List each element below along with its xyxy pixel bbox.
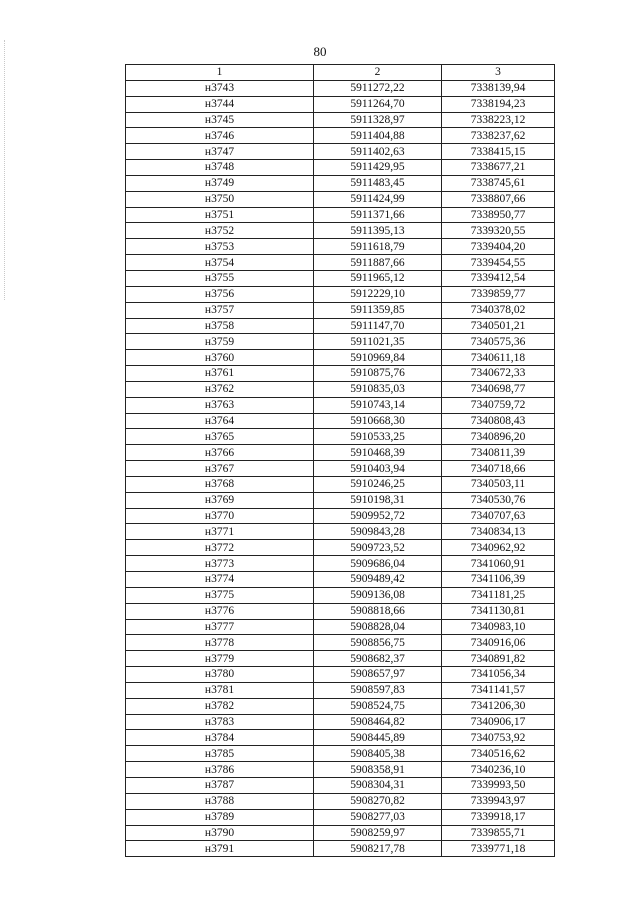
y-coordinate-cell: 7340718,66 <box>442 461 555 477</box>
y-coordinate-cell: 7340672,33 <box>442 366 555 382</box>
header-column-1: 1 <box>126 65 314 81</box>
y-coordinate-cell: 7339454,55 <box>442 255 555 271</box>
x-coordinate-cell: 5911429,95 <box>314 160 442 176</box>
point-name-cell: н3759 <box>126 334 314 350</box>
point-name-cell: н3774 <box>126 572 314 588</box>
y-coordinate-cell: 7338677,21 <box>442 160 555 176</box>
point-name-cell: н3763 <box>126 397 314 413</box>
x-coordinate-cell: 5910468,39 <box>314 445 442 461</box>
x-coordinate-cell: 5909686,04 <box>314 556 442 572</box>
x-coordinate-cell: 5911404,88 <box>314 128 442 144</box>
table-row <box>126 667 555 683</box>
table-row <box>126 841 555 857</box>
point-name-cell: н3762 <box>126 381 314 397</box>
table-row <box>126 572 555 588</box>
table-row <box>126 144 555 160</box>
table-row <box>126 191 555 207</box>
table-row <box>126 366 555 382</box>
x-coordinate-cell: 5908828,04 <box>314 619 442 635</box>
table-row <box>126 318 555 334</box>
point-name-cell: н3787 <box>126 777 314 793</box>
point-name-cell: н3749 <box>126 175 314 191</box>
point-name-cell: н3757 <box>126 302 314 318</box>
table-row <box>126 793 555 809</box>
y-coordinate-cell: 7341056,34 <box>442 667 555 683</box>
header-column-2: 2 <box>314 65 442 81</box>
x-coordinate-cell: 5909489,42 <box>314 572 442 588</box>
point-name-cell: н3773 <box>126 556 314 572</box>
y-coordinate-cell: 7338950,77 <box>442 207 555 223</box>
table-row <box>126 397 555 413</box>
x-coordinate-cell: 5908445,89 <box>314 730 442 746</box>
y-coordinate-cell: 7340916,06 <box>442 635 555 651</box>
y-coordinate-cell: 7338415,15 <box>442 144 555 160</box>
table-row <box>126 80 555 96</box>
y-coordinate-cell: 7340906,17 <box>442 714 555 730</box>
y-coordinate-cell: 7338139,94 <box>442 80 555 96</box>
table-row <box>126 413 555 429</box>
y-coordinate-cell: 7341206,30 <box>442 698 555 714</box>
header-row <box>126 65 555 81</box>
table-row <box>126 128 555 144</box>
x-coordinate-cell: 5911371,66 <box>314 207 442 223</box>
table-row <box>126 207 555 223</box>
x-coordinate-cell: 5908405,38 <box>314 746 442 762</box>
table-row <box>126 255 555 271</box>
point-name-cell: н3765 <box>126 429 314 445</box>
x-coordinate-cell: 5911887,66 <box>314 255 442 271</box>
x-coordinate-cell: 5911328,97 <box>314 112 442 128</box>
x-coordinate-cell: 5911424,99 <box>314 191 442 207</box>
x-coordinate-cell: 5908682,37 <box>314 651 442 667</box>
point-name-cell: н3750 <box>126 191 314 207</box>
x-coordinate-cell: 5910668,30 <box>314 413 442 429</box>
point-name-cell: н3748 <box>126 160 314 176</box>
y-coordinate-cell: 7340896,20 <box>442 429 555 445</box>
y-coordinate-cell: 7340575,36 <box>442 334 555 350</box>
table-row <box>126 429 555 445</box>
y-coordinate-cell: 7339771,18 <box>442 841 555 857</box>
point-name-cell: н3755 <box>126 270 314 286</box>
x-coordinate-cell: 5908856,75 <box>314 635 442 651</box>
y-coordinate-cell: 7340516,62 <box>442 746 555 762</box>
table-row <box>126 96 555 112</box>
table-row <box>126 698 555 714</box>
point-name-cell: н3788 <box>126 793 314 809</box>
y-coordinate-cell: 7340808,43 <box>442 413 555 429</box>
table-row <box>126 270 555 286</box>
point-name-cell: н3743 <box>126 80 314 96</box>
x-coordinate-cell: 5910875,76 <box>314 366 442 382</box>
x-coordinate-cell: 5911618,79 <box>314 239 442 255</box>
y-coordinate-cell: 7341141,57 <box>442 682 555 698</box>
point-name-cell: н3753 <box>126 239 314 255</box>
point-name-cell: н3754 <box>126 255 314 271</box>
table-row <box>126 730 555 746</box>
point-name-cell: н3760 <box>126 350 314 366</box>
x-coordinate-cell: 5910533,25 <box>314 429 442 445</box>
table-row <box>126 302 555 318</box>
y-coordinate-cell: 7340983,10 <box>442 619 555 635</box>
x-coordinate-cell: 5912229,10 <box>314 286 442 302</box>
x-coordinate-cell: 5908217,78 <box>314 841 442 857</box>
x-coordinate-cell: 5908524,75 <box>314 698 442 714</box>
x-coordinate-cell: 5910969,84 <box>314 350 442 366</box>
table-row <box>126 175 555 191</box>
point-name-cell: н3767 <box>126 461 314 477</box>
point-name-cell: н3745 <box>126 112 314 128</box>
point-name-cell: н3764 <box>126 413 314 429</box>
point-name-cell: н3791 <box>126 841 314 857</box>
x-coordinate-cell: 5908304,31 <box>314 777 442 793</box>
point-name-cell: н3752 <box>126 223 314 239</box>
y-coordinate-cell: 7340698,77 <box>442 381 555 397</box>
table-row <box>126 746 555 762</box>
point-name-cell: н3768 <box>126 476 314 492</box>
coordinates-table <box>125 64 555 857</box>
x-coordinate-cell: 5911395,13 <box>314 223 442 239</box>
x-coordinate-cell: 5908818,66 <box>314 603 442 619</box>
x-coordinate-cell: 5908597,83 <box>314 682 442 698</box>
x-coordinate-cell: 5911359,85 <box>314 302 442 318</box>
x-coordinate-cell: 5911147,70 <box>314 318 442 334</box>
x-coordinate-cell: 5911021,35 <box>314 334 442 350</box>
point-name-cell: н3778 <box>126 635 314 651</box>
point-name-cell: н3782 <box>126 698 314 714</box>
y-coordinate-cell: 7340753,92 <box>442 730 555 746</box>
point-name-cell: н3784 <box>126 730 314 746</box>
y-coordinate-cell: 7338194,23 <box>442 96 555 112</box>
point-name-cell: н3789 <box>126 809 314 825</box>
table-body <box>126 80 555 856</box>
y-coordinate-cell: 7340503,11 <box>442 476 555 492</box>
x-coordinate-cell: 5911965,12 <box>314 270 442 286</box>
x-coordinate-cell: 5908277,03 <box>314 809 442 825</box>
table-row <box>126 476 555 492</box>
x-coordinate-cell: 5908464,82 <box>314 714 442 730</box>
point-name-cell: н3779 <box>126 651 314 667</box>
y-coordinate-cell: 7340891,82 <box>442 651 555 667</box>
point-name-cell: н3761 <box>126 366 314 382</box>
x-coordinate-cell: 5908657,97 <box>314 667 442 683</box>
y-coordinate-cell: 7339859,77 <box>442 286 555 302</box>
y-coordinate-cell: 7340501,21 <box>442 318 555 334</box>
x-coordinate-cell: 5909136,08 <box>314 587 442 603</box>
table-row <box>126 492 555 508</box>
table-row <box>126 286 555 302</box>
y-coordinate-cell: 7341060,91 <box>442 556 555 572</box>
table-row <box>126 682 555 698</box>
table-row <box>126 635 555 651</box>
y-coordinate-cell: 7339918,17 <box>442 809 555 825</box>
y-coordinate-cell: 7341181,25 <box>442 587 555 603</box>
table-row <box>126 619 555 635</box>
y-coordinate-cell: 7340530,76 <box>442 492 555 508</box>
point-name-cell: н3770 <box>126 508 314 524</box>
x-coordinate-cell: 5909843,28 <box>314 524 442 540</box>
x-coordinate-cell: 5910198,31 <box>314 492 442 508</box>
point-name-cell: н3769 <box>126 492 314 508</box>
point-name-cell: н3775 <box>126 587 314 603</box>
point-name-cell: н3780 <box>126 667 314 683</box>
point-name-cell: н3785 <box>126 746 314 762</box>
point-name-cell: н3744 <box>126 96 314 112</box>
x-coordinate-cell: 5911402,63 <box>314 144 442 160</box>
header-column-3: 3 <box>442 65 555 81</box>
table-row <box>126 651 555 667</box>
x-coordinate-cell: 5908358,91 <box>314 762 442 778</box>
x-coordinate-cell: 5910835,03 <box>314 381 442 397</box>
point-name-cell: н3771 <box>126 524 314 540</box>
table-row <box>126 603 555 619</box>
point-name-cell: н3786 <box>126 762 314 778</box>
y-coordinate-cell: 7338745,61 <box>442 175 555 191</box>
y-coordinate-cell: 7340707,63 <box>442 508 555 524</box>
table-header <box>126 65 555 81</box>
x-coordinate-cell: 5908259,97 <box>314 825 442 841</box>
y-coordinate-cell: 7340236,10 <box>442 762 555 778</box>
x-coordinate-cell: 5909723,52 <box>314 540 442 556</box>
y-coordinate-cell: 7338807,66 <box>442 191 555 207</box>
table-row <box>126 809 555 825</box>
table-row <box>126 825 555 841</box>
page-number: 80 <box>313 44 327 59</box>
y-coordinate-cell: 7339855,71 <box>442 825 555 841</box>
point-name-cell: н3772 <box>126 540 314 556</box>
point-name-cell: н3746 <box>126 128 314 144</box>
table-row <box>126 223 555 239</box>
x-coordinate-cell: 5910743,14 <box>314 397 442 413</box>
table-row <box>126 381 555 397</box>
table-row <box>126 112 555 128</box>
x-coordinate-cell: 5910403,94 <box>314 461 442 477</box>
table-row <box>126 540 555 556</box>
point-name-cell: н3776 <box>126 603 314 619</box>
table-row <box>126 461 555 477</box>
table-row <box>126 508 555 524</box>
y-coordinate-cell: 7340611,18 <box>442 350 555 366</box>
point-name-cell: н3756 <box>126 286 314 302</box>
y-coordinate-cell: 7339412,54 <box>442 270 555 286</box>
y-coordinate-cell: 7341130,81 <box>442 603 555 619</box>
table-row <box>126 350 555 366</box>
point-name-cell: н3758 <box>126 318 314 334</box>
x-coordinate-cell: 5911272,22 <box>314 80 442 96</box>
table-row <box>126 160 555 176</box>
table-row <box>126 762 555 778</box>
point-name-cell: н3766 <box>126 445 314 461</box>
x-coordinate-cell: 5911483,45 <box>314 175 442 191</box>
point-name-cell: н3790 <box>126 825 314 841</box>
y-coordinate-cell: 7340378,02 <box>442 302 555 318</box>
table-row <box>126 714 555 730</box>
table-row <box>126 239 555 255</box>
point-name-cell: н3747 <box>126 144 314 160</box>
y-coordinate-cell: 7341106,39 <box>442 572 555 588</box>
y-coordinate-cell: 7338223,12 <box>442 112 555 128</box>
table-row <box>126 334 555 350</box>
y-coordinate-cell: 7339320,55 <box>442 223 555 239</box>
x-coordinate-cell: 5910246,25 <box>314 476 442 492</box>
y-coordinate-cell: 7339993,50 <box>442 777 555 793</box>
table-row <box>126 587 555 603</box>
point-name-cell: н3777 <box>126 619 314 635</box>
x-coordinate-cell: 5911264,70 <box>314 96 442 112</box>
y-coordinate-cell: 7338237,62 <box>442 128 555 144</box>
y-coordinate-cell: 7340834,13 <box>442 524 555 540</box>
y-coordinate-cell: 7340811,39 <box>442 445 555 461</box>
table-row <box>126 556 555 572</box>
point-name-cell: н3751 <box>126 207 314 223</box>
table-row <box>126 777 555 793</box>
table-row <box>126 524 555 540</box>
y-coordinate-cell: 7340962,92 <box>442 540 555 556</box>
point-name-cell: н3781 <box>126 682 314 698</box>
x-coordinate-cell: 5909952,72 <box>314 508 442 524</box>
x-coordinate-cell: 5908270,82 <box>314 793 442 809</box>
y-coordinate-cell: 7340759,72 <box>442 397 555 413</box>
y-coordinate-cell: 7339943,97 <box>442 793 555 809</box>
point-name-cell: н3783 <box>126 714 314 730</box>
scan-margin-mark <box>4 40 6 300</box>
table-row <box>126 445 555 461</box>
y-coordinate-cell: 7339404,20 <box>442 239 555 255</box>
